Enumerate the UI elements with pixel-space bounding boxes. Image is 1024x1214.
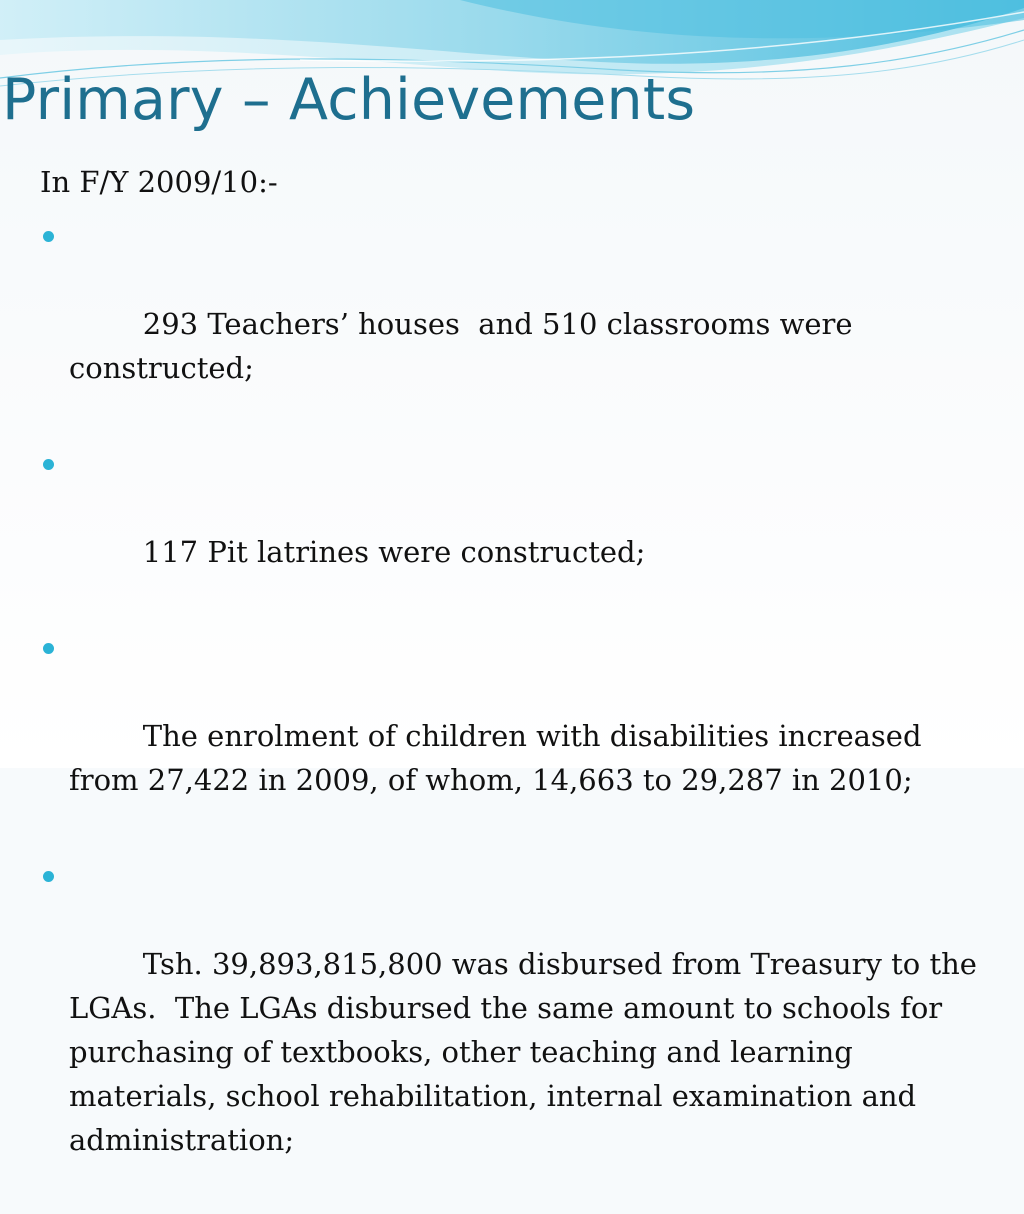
bullet-dot-icon [43, 231, 54, 242]
bullet-list [40, 214, 987, 1206]
bullet-dot-icon [43, 459, 54, 470]
intro-line: In F/Y 2009/10:- [40, 165, 278, 199]
bullet-item [40, 626, 980, 846]
bullet-item [40, 854, 987, 1206]
slide-title: Primary – Achievements [2, 67, 696, 133]
bullet-text: 293 Teachers’ houses and 510 classrooms were constructed; [69, 307, 862, 385]
bullet-text: 117 Pit latrines were constructed; [142, 535, 646, 569]
slide-body [40, 160, 987, 1214]
bullet-item [40, 442, 980, 618]
bullet-dot-icon [43, 871, 54, 882]
bullet-text: Tsh. 39,893,815,800 was disbursed from Treasury to the LGAs. The LGAs disbursed the same amount to schools for purchasing of textbooks, other teaching and learning materials, school rehabilitation, internal examination and administration; [69, 947, 987, 1157]
bullet-item [40, 214, 980, 434]
bullet-text: The enrolment of children with disabilities increased from 27,422 in 2009, of whom, 14,663 to 29,287 in 2010; [69, 719, 931, 797]
bullet-dot-icon [43, 643, 54, 654]
